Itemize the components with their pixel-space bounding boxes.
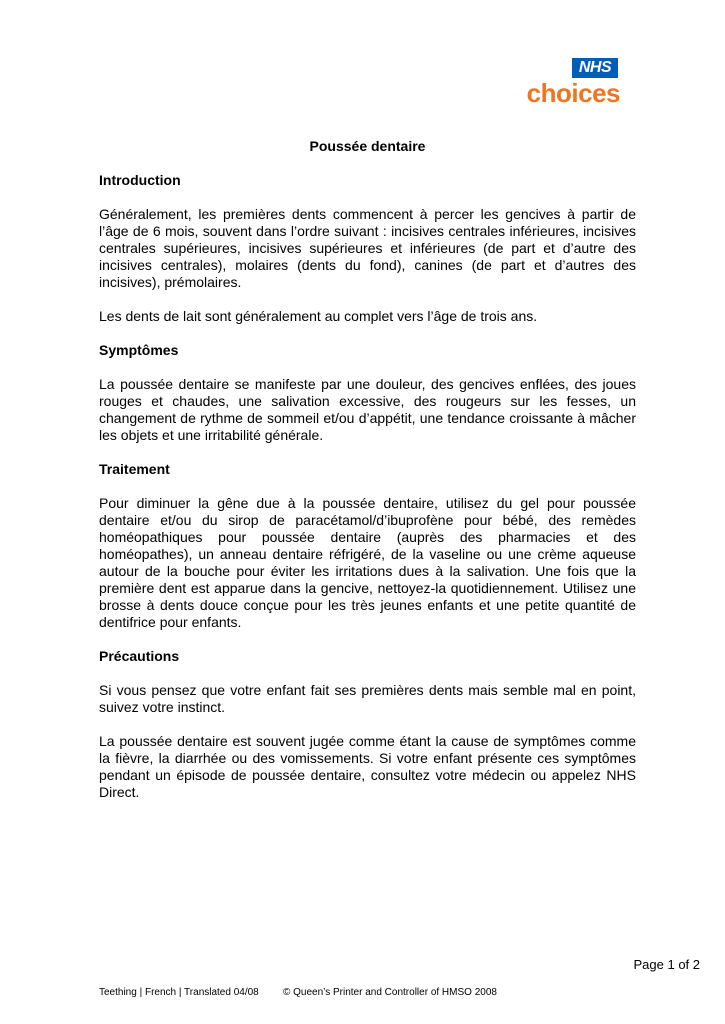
nhs-choices-logo (522, 58, 622, 110)
footer-copyright: © Queen’s Printer and Controller of HMSO 2008 (283, 987, 497, 998)
heading-introduction: Introduction (99, 172, 181, 188)
heading-precautions: Précautions (99, 648, 180, 664)
choices-logo-text: choices (526, 78, 620, 108)
nhs-logo-mark: NHS (572, 58, 618, 78)
paragraph-symptoms-1: La poussée dentaire se manifeste par une douleur, des gencives enflées, des joues rouges et chaudes, une salivation excessive, des rougeurs sur les fesses, un changement de rythme de sommeil et/ou d’appétit, une tendance croissante à mâcher les objets et une irritabilité générale. (99, 376, 636, 443)
footer-left: Teething | French | Translated 04/08 (99, 987, 259, 998)
paragraph-precautions-2: La poussée dentaire est souvent jugée comme étant la cause de symptômes comme la fièvre, la diarrhée ou des vomissements. Si votre enfant présente ces symptômes pendant un épisode de poussée dentaire, consultez votre médecin ou appelez NHS Direct. (99, 733, 636, 800)
paragraph-treatment-1: Pour diminuer la gêne due à la poussée dentaire, utilisez du gel pour poussée dentaire et/ou du sirop de paracétamol/d’ibuprofène pour bébé, des remèdes homéopathiques pour poussée dentaire (auprès des pharmacies et des homéopathes), un anneau dentaire réfrigéré, de la vaseline ou une crème aqueuse autour de la bouche pour éviter les irritations dues à la salivation. Une fois que la première dent est apparue dans la gencive, nettoyez-la quotidiennement. Utilisez une brosse à dents douce conçue pour les très jeunes enfants et une petite quantité de dentifrice pour enfants. (99, 495, 636, 630)
paragraph-precautions-1: Si vous pensez que votre enfant fait ses premières dents mais semble mal en point, suivez votre instinct. (99, 682, 636, 715)
document-body (99, 138, 636, 818)
heading-treatment: Traitement (99, 461, 170, 477)
page-number: Page 1 of 2 (633, 957, 700, 972)
paragraph-intro-1: Généralement, les premières dents commencent à percer les gencives à partir de l’âge de 6 mois, souvent dans l’ordre suivant : incisives centrales inférieures, incisives centrales supérieures, incisives supérieures et inférieures (de part et d’autre des incisives centrales), molaires (dents du fond), canines (de part et d’autres des incisives), prémolaires. (99, 206, 636, 290)
page-title: Poussée dentaire (309, 138, 426, 154)
paragraph-intro-2: Les dents de lait sont généralement au complet vers l’âge de trois ans. (99, 308, 538, 324)
heading-symptoms: Symptômes (99, 342, 179, 358)
